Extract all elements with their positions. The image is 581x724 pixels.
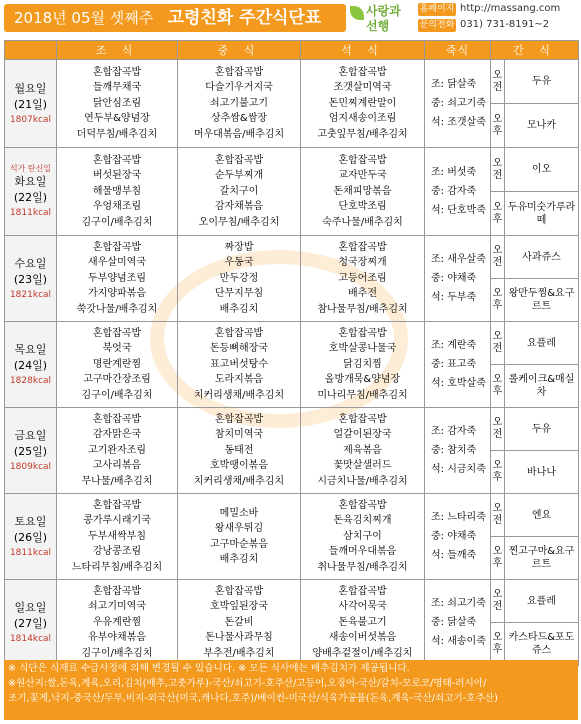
porridge-item: 중: 야채죽 — [431, 531, 477, 542]
dinner-dish: 혼합잡곡밥 — [338, 499, 387, 511]
breakfast-dish: 혼합잡곡밥 — [92, 499, 142, 511]
porridge-cell — [425, 236, 491, 322]
lunch-dish: 혼합잡곡밥 — [214, 327, 264, 339]
am-mark: 오전 — [491, 494, 505, 537]
lunch-dish: 고구마순볶음 — [210, 538, 268, 550]
snack-am: 사과쥬스 — [505, 236, 579, 279]
breakfast-dish: 유부야채볶음 — [88, 632, 146, 644]
header-row — [5, 41, 579, 60]
breakfast-dish: 혼합잡곡밥 — [92, 413, 142, 425]
porridge-cell — [425, 60, 491, 148]
day-kcal: 1807kcal — [9, 114, 52, 125]
dinner-dish: 꽃맛살샐러드 — [333, 460, 392, 472]
breakfast-cell — [57, 408, 178, 494]
dinner-dish: 고등어조림 — [338, 272, 387, 284]
lunch-dish: 도라지볶음 — [214, 374, 264, 386]
breakfast-dish: 우엉채조림 — [92, 201, 142, 213]
dinner-dish: 시금치나물/배추김치 — [317, 475, 408, 487]
porridge-item: 중: 표고죽 — [431, 359, 477, 370]
breakfast-dish: 강낭콩조림 — [92, 546, 142, 558]
snack-pm: 왕만두찜&요구르트 — [505, 279, 579, 322]
lunch-dish: 혼합잡곡밥 — [214, 154, 264, 166]
dinner-dish: 사각어묵국 — [338, 601, 387, 613]
dinner-cell — [301, 494, 425, 580]
lunch-dish: 호박땡이볶음 — [210, 460, 268, 472]
lunch-dish: 왕새우튀김 — [214, 523, 264, 534]
breakfast-dish: 고구마간장조림 — [83, 374, 151, 386]
breakfast-dish: 해물맹부침 — [92, 185, 142, 197]
day-cell — [5, 60, 57, 148]
porridge-item: 석: 두부죽 — [431, 292, 477, 303]
snack-header: 간 식 — [491, 41, 579, 60]
breakfast-cell — [57, 60, 178, 148]
day-cell — [5, 148, 57, 236]
homepage-link[interactable]: http://massang.com — [460, 3, 561, 14]
porridge-item: 석: 새송이죽 — [431, 636, 486, 647]
dinner-cell — [301, 60, 425, 148]
lunch-dish: 동태전 — [224, 444, 254, 456]
dinner-header: 석 식 — [301, 41, 425, 60]
day-date: (23일) — [13, 272, 48, 286]
porridge-cell — [425, 494, 491, 580]
lunch-cell — [178, 408, 301, 494]
day-name: 화요일 — [14, 174, 47, 188]
breakfast-dish: 혼합잡곡밥 — [92, 154, 142, 166]
menu-table — [4, 40, 579, 666]
day-name: 월요일 — [14, 81, 47, 95]
porridge-item: 중: 감자죽 — [431, 186, 477, 197]
dinner-cell — [301, 408, 425, 494]
day-cell — [5, 494, 57, 580]
dinner-dish: 혼합잡곡밥 — [338, 585, 387, 597]
day-cell — [5, 580, 57, 666]
pm-mark: 오후 — [491, 451, 505, 494]
lunch-dish: 혼합잡곡밥 — [214, 66, 264, 78]
breakfast-dish: 고사리볶음 — [92, 460, 142, 472]
lunch-dish: 참치미역국 — [214, 429, 264, 441]
snack-am: 요플레 — [505, 580, 579, 623]
lunch-dish: 갈치구이 — [219, 185, 259, 197]
dinner-dish: 혼합잡곡밥 — [338, 66, 387, 78]
dinner-dish: 혼합잡곡밥 — [338, 241, 387, 253]
lunch-cell — [178, 236, 301, 322]
breakfast-dish: 가지양파볶음 — [88, 288, 146, 300]
lunch-cell — [178, 494, 301, 580]
snack-pm: 두유미숫가루라떼 — [505, 192, 579, 236]
porridge-cell — [425, 408, 491, 494]
breakfast-header: 조 식 — [57, 41, 178, 60]
day-row — [5, 580, 579, 623]
porridge-cell — [425, 580, 491, 666]
dinner-dish: 조갯살미역국 — [333, 82, 392, 94]
breakfast-dish: 버섯된장국 — [92, 170, 142, 182]
header — [0, 0, 581, 38]
porridge-item: 조: 쇠고기죽 — [431, 598, 486, 609]
porridge-item: 석: 들깨죽 — [431, 550, 477, 561]
dinner-cell — [301, 148, 425, 236]
am-mark: 오전 — [491, 148, 505, 192]
porridge-item: 조: 버섯죽 — [431, 167, 477, 178]
snack-am: 이오 — [505, 148, 579, 192]
breakfast-cell — [57, 494, 178, 580]
porridge-item: 조: 새우살죽 — [431, 254, 486, 265]
lunch-cell — [178, 148, 301, 236]
breakfast-dish: 두부새싹부침 — [88, 530, 146, 542]
am-mark: 오전 — [491, 60, 505, 104]
dinner-cell — [301, 322, 425, 408]
dinner-cell — [301, 236, 425, 322]
day-cell — [5, 322, 57, 408]
day-kcal: 1811kcal — [9, 547, 52, 558]
pm-mark: 오후 — [491, 623, 505, 666]
breakfast-dish: 감자맑은국 — [92, 429, 142, 441]
breakfast-dish: 혼합잡곡밥 — [92, 66, 142, 78]
breakfast-dish: 북엇국 — [102, 343, 132, 355]
dinner-dish: 양배추겉절이/배추김치 — [312, 647, 413, 659]
dinner-dish: 삼치구이 — [343, 530, 382, 542]
pm-mark: 오후 — [491, 104, 505, 148]
lunch-dish: 배추김치 — [219, 554, 259, 565]
pm-mark: 오후 — [491, 365, 505, 408]
logo — [350, 2, 410, 36]
breakfast-dish: 새우살미역국 — [88, 257, 146, 269]
day-name: 토요일 — [14, 514, 47, 528]
lunch-cell — [178, 60, 301, 148]
porridge-item: 중: 쇠고기죽 — [431, 98, 486, 109]
day-row — [5, 148, 579, 192]
porridge-cell — [425, 148, 491, 236]
breakfast-dish: 김구이/배추김치 — [81, 389, 153, 401]
homepage-label: 홈페이지 — [419, 4, 455, 14]
dinner-dish: 배추전 — [348, 288, 377, 300]
lunch-dish: 메밀소바 — [219, 507, 259, 519]
dinner-dish: 혼합잡곡밥 — [338, 327, 387, 339]
breakfast-dish: 혼합잡곡밥 — [92, 327, 142, 339]
date-text: 2018년 05월 셋째주 — [14, 9, 154, 27]
lunch-dish: 감자채볶음 — [214, 201, 264, 213]
dinner-dish: 돈민찌계란말이 — [328, 97, 397, 109]
lunch-dish: 다슬기우거지국 — [205, 82, 273, 94]
snack-am: 두유 — [505, 408, 579, 451]
day-date: (22일) — [13, 190, 48, 204]
lunch-dish: 혼합잡곡밥 — [214, 413, 264, 425]
breakfast-dish: 더덕무침/배추김치 — [76, 128, 158, 140]
lunch-dish: 우동국 — [224, 257, 254, 269]
day-name: 일요일 — [14, 600, 47, 614]
dinner-dish: 제육볶음 — [343, 444, 382, 456]
footer-line3: 조기,꽃게,낙지-중국산/두부,비지-외국산(미국,캐나다,호주)/베이컨-미국산/식육가공품(돈육,계육-국산/쇠고기-호주산) — [8, 693, 498, 704]
breakfast-cell — [57, 148, 178, 236]
porridge-cell — [425, 322, 491, 408]
lunch-dish: 상추쌈&쌈장 — [210, 113, 268, 125]
snack-pm: 카스타드&포도쥬스 — [505, 623, 579, 666]
breakfast-dish: 명란계란찜 — [92, 358, 142, 370]
dinner-dish: 새송이버섯볶음 — [328, 632, 397, 644]
porridge-item: 석: 단호박죽 — [431, 205, 486, 216]
porridge-item: 중: 야채죽 — [431, 273, 477, 284]
porridge-header: 죽식 — [425, 41, 491, 60]
footer-line2: ※원산지:쌀,돈육,계육,오리,김치(배추,고춧가루)-국산/쇠고기-호주산/고등어,오징어-국산/갈치-모로코/명태-러시아/ — [8, 678, 487, 689]
day-kcal: 1821kcal — [9, 289, 52, 300]
snack-pm: 바나나 — [505, 451, 579, 494]
snack-am: 두유 — [505, 60, 579, 104]
contact-label: 문의전화 — [419, 20, 455, 30]
lunch-dish: 단무지무침 — [214, 288, 264, 300]
lunch-dish: 순두부찌개 — [214, 170, 264, 182]
dinner-dish: 혼합잡곡밥 — [338, 413, 387, 425]
lunch-dish: 표고버섯탕수 — [210, 358, 268, 370]
breakfast-dish: 연두부&양념장 — [84, 113, 150, 125]
day-kcal: 1814kcal — [9, 633, 52, 644]
logo-line2: 선행 — [366, 19, 390, 33]
porridge-item: 조: 느타리죽 — [431, 512, 486, 523]
dinner-dish: 닭김치찜 — [343, 358, 382, 370]
day-date: (25일) — [13, 444, 48, 458]
breakfast-dish: 무나물/배추김치 — [81, 475, 153, 487]
day-cell — [5, 236, 57, 322]
logo-line1: 사랑과 — [366, 4, 401, 18]
dinner-dish: 얼갈이된장국 — [333, 429, 392, 441]
day-row — [5, 408, 579, 451]
snack-am: 요플레 — [505, 322, 579, 365]
porridge-item: 중: 참치죽 — [431, 445, 477, 456]
dinner-dish: 교자만두국 — [338, 170, 387, 182]
snack-pm: 롤케이크&매실차 — [505, 365, 579, 408]
day-date: (21일) — [13, 97, 48, 111]
dinner-dish: 청국장찌개 — [338, 257, 387, 269]
breakfast-dish: 고기완자조림 — [88, 444, 146, 456]
porridge-item: 조: 계란죽 — [431, 340, 477, 351]
day-kcal: 1811kcal — [9, 207, 52, 218]
lunch-dish: 돈갈비 — [224, 616, 254, 628]
day-name: 목요일 — [14, 342, 47, 356]
lunch-dish: 치커리생채/배추김치 — [193, 475, 285, 487]
day-name: 수요일 — [14, 256, 47, 270]
porridge-item: 조: 닭살죽 — [431, 79, 477, 90]
breakfast-dish: 혼합잡곡밥 — [92, 241, 142, 253]
day-cell — [5, 408, 57, 494]
lunch-dish: 오이무침/배추김치 — [198, 216, 280, 228]
contact-phone: 031) 731-8191~2 — [460, 19, 550, 30]
lunch-dish: 호박잎된장국 — [210, 601, 268, 613]
porridge-item: 조: 감자죽 — [431, 426, 477, 437]
am-mark: 오전 — [491, 408, 505, 451]
dinner-dish: 숙주나물/배추김치 — [322, 216, 403, 228]
lunch-dish: 배추김치 — [219, 303, 259, 315]
breakfast-cell — [57, 236, 178, 322]
breakfast-dish: 두부양념조림 — [88, 272, 146, 284]
lunch-dish: 혼합잡곡밥 — [214, 585, 264, 597]
breakfast-cell — [57, 322, 178, 408]
footer-notes — [4, 660, 578, 720]
pm-mark: 오후 — [491, 537, 505, 580]
dinner-dish: 참나물무침/배추김치 — [317, 303, 408, 315]
lunch-cell — [178, 580, 301, 666]
lunch-dish: 쇠고기불고기 — [210, 97, 268, 109]
porridge-item: 석: 시금치죽 — [431, 464, 486, 475]
snack-am: 엔요 — [505, 494, 579, 537]
breakfast-dish: 느타리무침/배추김치 — [71, 561, 163, 573]
dinner-dish: 호박살콩나물국 — [328, 343, 397, 355]
lunch-dish: 치커리생채/배추김치 — [193, 389, 285, 401]
breakfast-dish: 김구이/배추김치 — [81, 647, 153, 659]
snack-pm: 모나카 — [505, 104, 579, 148]
breakfast-cell — [57, 580, 178, 666]
day-date: (27일) — [13, 616, 48, 630]
pm-mark: 오후 — [491, 192, 505, 236]
dinner-cell — [301, 580, 425, 666]
dinner-dish: 올방개묵&양념장 — [324, 374, 401, 386]
dinner-dish: 들깨머우대볶음 — [328, 546, 397, 558]
breakfast-dish: 닭안심조림 — [92, 97, 142, 109]
lunch-dish: 돈나물사과무침 — [205, 632, 273, 644]
lunch-dish: 만두강정 — [219, 272, 259, 284]
title-bar — [4, 4, 346, 32]
holiday-note: 석가 탄신일 — [9, 163, 52, 173]
dinner-dish: 취나물무침/배추김치 — [317, 561, 408, 573]
day-row — [5, 494, 579, 537]
leaf-icon — [350, 6, 364, 20]
snack-pm: 찐고구마&요구르트 — [505, 537, 579, 580]
day-header — [5, 41, 57, 60]
am-mark: 오전 — [491, 580, 505, 623]
dinner-dish: 미나리무침/배추김치 — [317, 389, 408, 401]
day-kcal: 1828kcal — [9, 375, 52, 386]
day-row — [5, 236, 579, 279]
breakfast-dish: 혼합잡곡밥 — [92, 585, 142, 597]
breakfast-dish: 들깨무채국 — [92, 82, 142, 94]
day-date: (24일) — [13, 358, 48, 372]
lunch-cell — [178, 322, 301, 408]
footer-line1: ※ 식단은 식재료 수급사정에 의해 변경될 수 있습니다. ※ 모든 식사에는 배추김치가 제공됩니다. — [8, 663, 410, 674]
day-row — [5, 322, 579, 365]
lunch-header: 중 식 — [178, 41, 301, 60]
dinner-dish: 고춧잎무침/배추김치 — [317, 128, 408, 140]
porridge-item: 석: 호박살죽 — [431, 378, 486, 389]
breakfast-dish: 콩가루시래기국 — [83, 515, 151, 527]
am-mark: 오전 — [491, 236, 505, 279]
dinner-dish: 돈채피망볶음 — [333, 185, 392, 197]
lunch-dish: 부추전/배추김치 — [203, 647, 275, 659]
am-mark: 오전 — [491, 322, 505, 365]
porridge-item: 석: 조갯살죽 — [431, 117, 486, 128]
breakfast-dish: 쑥갓나물/배추김치 — [76, 303, 158, 315]
dinner-dish: 돈육불고기 — [338, 616, 387, 628]
dinner-dish: 혼합잡곡밥 — [338, 154, 387, 166]
breakfast-dish: 쇠고기미역국 — [88, 601, 146, 613]
lunch-dish: 머우대볶음/배추김치 — [193, 128, 285, 140]
porridge-item: 중: 닭살죽 — [431, 617, 477, 628]
pm-mark: 오후 — [491, 279, 505, 322]
dinner-dish: 단호박조림 — [338, 201, 387, 213]
dinner-dish: 돈육김치찌개 — [333, 515, 392, 527]
day-name: 금요일 — [14, 428, 47, 442]
lunch-dish: 돈등뼈해장국 — [210, 343, 268, 355]
breakfast-dish: 우유계란찜 — [92, 616, 142, 628]
day-date: (26일) — [13, 530, 48, 544]
day-row — [5, 60, 579, 104]
page-title: 고령친화 주간식단표 — [167, 8, 322, 28]
dinner-dish: 엄지새송이조림 — [328, 113, 397, 125]
breakfast-dish: 김구이/배추김치 — [81, 216, 153, 228]
lunch-dish: 짜장밥 — [224, 241, 254, 253]
day-kcal: 1809kcal — [9, 461, 52, 472]
